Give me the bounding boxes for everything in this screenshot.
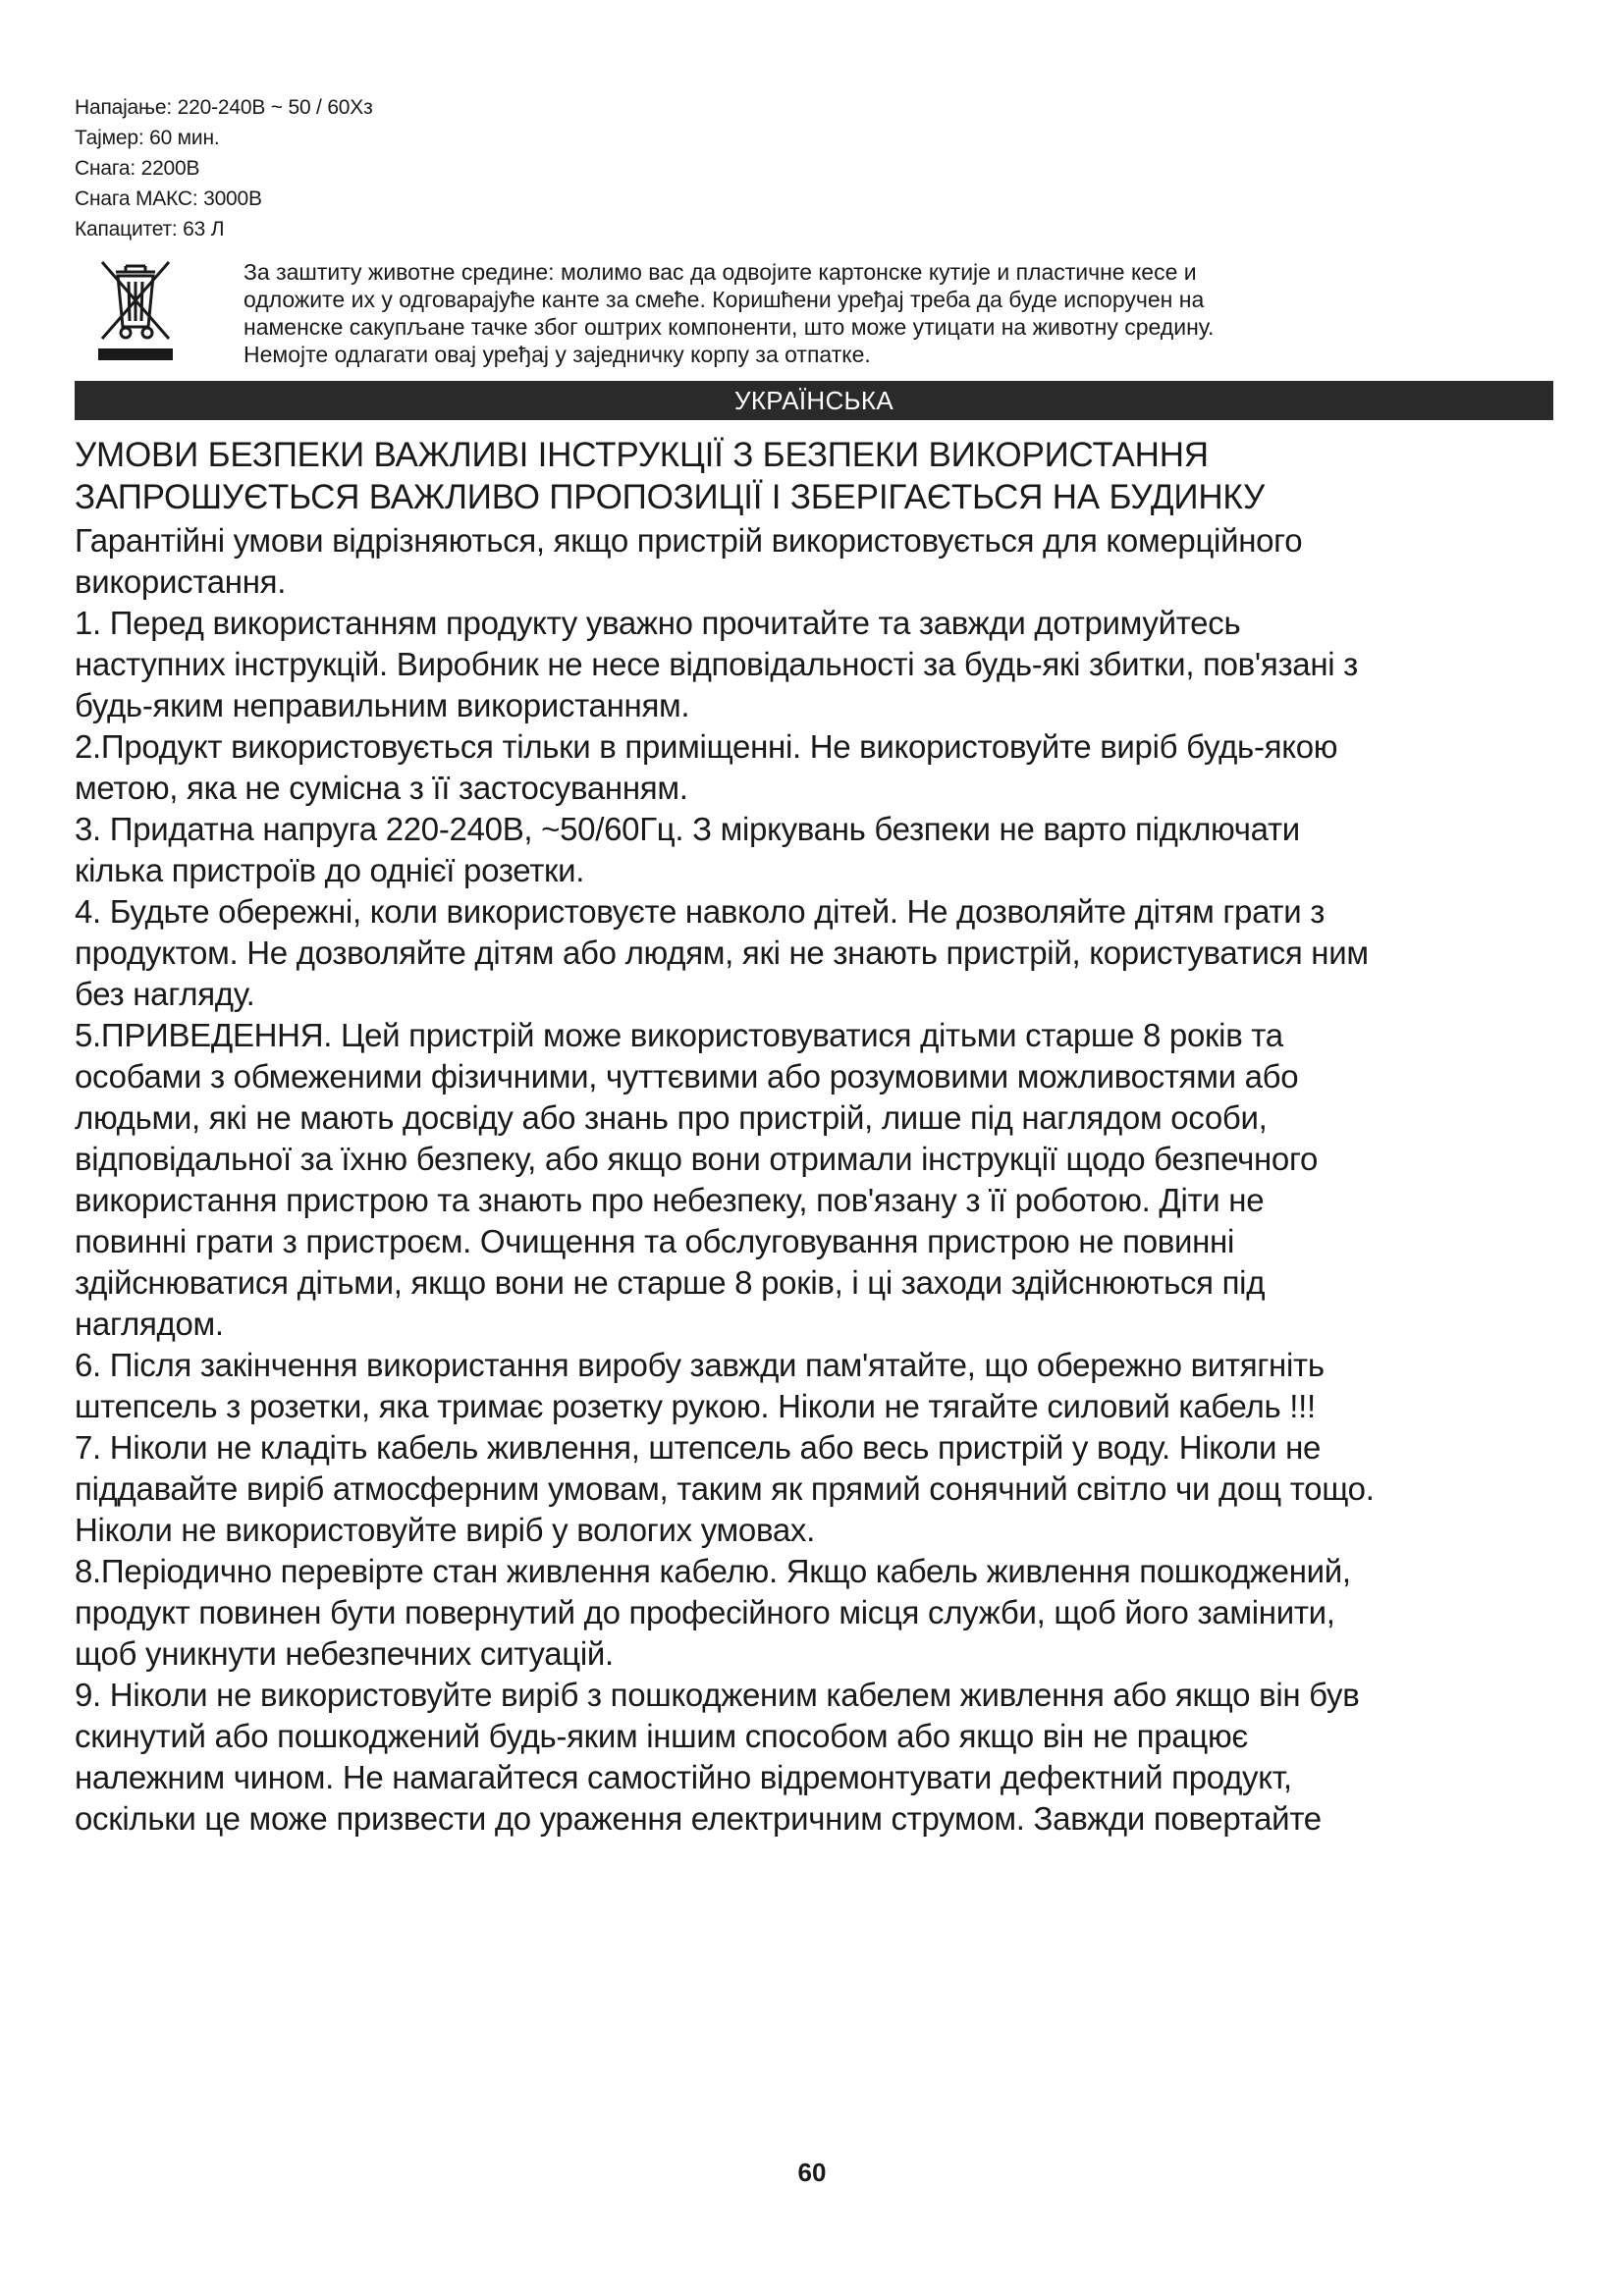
manual-page	[75, 92, 1553, 1840]
text-line: 6. Після закінчення використання виробу завжди пам'ятайте, що обережно витягніть	[75, 1347, 1325, 1383]
text-line: щоб уникнути небезпечних ситуацій.	[75, 1635, 614, 1672]
text-line: 8.Періодично перевірте стан живлення кабелю. Якщо кабель живлення пошкоджений,	[75, 1553, 1351, 1589]
text-line: метою, яка не сумісна з її застосуванням.	[75, 770, 688, 806]
text-line: продукт повинен бути повернутий до професійного місця служби, щоб його замінити,	[75, 1594, 1335, 1630]
text-line: 7. Ніколи не кладіть кабель живлення, штепсель або весь пристрій у воду. Ніколи не	[75, 1429, 1322, 1466]
text-line: використання.	[75, 563, 287, 600]
text-line: без нагляду.	[75, 976, 255, 1012]
safety-heading-line: ЗАПРОШУЄТЬСЯ ВАЖЛИВО ПРОПОЗИЦІЇ І ЗБЕРІГАЄТЬСЯ НА БУДИНКУ	[75, 478, 1266, 516]
text-line: Гарантійні умови відрізняються, якщо пристрій використовується для комерційного	[75, 522, 1303, 559]
text-line: піддавайте виріб атмосферним умовам, таким як прямий сонячний світло чи дощ тощо.	[75, 1470, 1375, 1507]
spec-capacity: Капацитет: 63 Л	[75, 218, 225, 240]
text-line: людьми, які не мають досвіду або знань про пристрій, лише під наглядом особи,	[75, 1099, 1268, 1136]
crossed-out-wheelie-bin-icon	[96, 256, 175, 366]
environment-notice-text	[244, 258, 1579, 368]
safety-heading	[75, 434, 1553, 518]
text-line: штепсель з розетки, яка тримає розетку рукою. Ніколи не тягайте силовий кабель !!!	[75, 1388, 1316, 1424]
text-line: будь-яким неправильним використанням.	[75, 687, 690, 723]
text-line: належним чином. Не намагайтеся самостійно відремонтувати дефектний продукт,	[75, 1759, 1292, 1795]
text-line: 5.ПРИВЕДЕННЯ. Цей пристрій може використовуватися дітьми старше 8 років та	[75, 1017, 1283, 1053]
language-section-bar: УКРАЇНСЬКА	[75, 381, 1553, 420]
text-line: особами з обмеженими фізичними, чуттєвими або розумовими можливостями або	[75, 1058, 1299, 1095]
text-line: наступних інструкцій. Виробник не несе відповідальності за будь-які збитки, пов'язані з	[75, 646, 1359, 682]
safety-instructions	[75, 520, 1553, 1840]
text-line: 3. Придатна напруга 220-240В, ~50/60Гц. З міркувань безпеки не варто підключати	[75, 811, 1300, 847]
text-line: здійснюватися дітьми, якщо вони не старше 8 років, і ці заходи здійснюються під	[75, 1264, 1266, 1301]
text-line: наглядом.	[75, 1306, 224, 1342]
text-line: оскільки це може призвести до ураження електричним струмом. Завжди повертайте	[75, 1800, 1322, 1837]
text-line: 9. Ніколи не використовуйте виріб з пошкодженим кабелем живлення або якщо він був	[75, 1677, 1360, 1713]
text-line: кілька пристроїв до однієї розетки.	[75, 852, 585, 888]
text-line: продуктом. Не дозволяйте дітям або людям, які не знають пристрій, користуватися ним	[75, 934, 1369, 971]
environment-notice-line: наменске сакупљане тачке због оштрих компоненти, што може утицати на животну средину.	[244, 314, 1215, 340]
environment-notice-line: одложите их у одговарајуће канте за смеће. Коришћени уређај треба да буде испоручен на	[244, 287, 1205, 312]
safety-heading-line: УМОВИ БЕЗПЕКИ ВАЖЛИВІ ІНСТРУКЦІЇ З БЕЗПЕКИ ВИКОРИСТАННЯ	[75, 436, 1209, 474]
text-line: Ніколи не використовуйте виріб у вологих умовах.	[75, 1512, 815, 1548]
environment-notice	[75, 250, 1553, 378]
spec-max-power: Снага МАКС: 3000В	[75, 187, 262, 210]
spec-power-supply: Напајање: 220-240В ~ 50 / 60Хз	[75, 96, 373, 119]
text-line: повинні грати з пристроєм. Очищення та обслуговування пристрою не повинні	[75, 1223, 1235, 1259]
environment-notice-line: Немојте одлагати овај уређај у заједничку корпу за отпатке.	[244, 342, 871, 367]
text-line: використання пристрою та знають про небезпеку, пов'язану з її роботою. Діти не	[75, 1182, 1265, 1218]
page-number: 60	[797, 2158, 827, 2187]
text-line: скинутий або пошкоджений будь-яким іншим способом або якщо він не працює	[75, 1718, 1248, 1754]
text-line: 2.Продукт використовується тільки в приміщенні. Не використовуйте виріб будь-якою	[75, 728, 1338, 765]
spec-timer: Тајмер: 60 мин.	[75, 127, 220, 149]
environment-notice-line: За заштиту животне средине: молимо вас да одвојите картонске кутије и пластичне кесе и	[244, 259, 1197, 285]
specifications-list	[75, 92, 1553, 244]
text-line: 1. Перед використанням продукту уважно прочитайте та завжди дотримуйтесь	[75, 605, 1241, 641]
spec-power: Снага: 2200В	[75, 157, 200, 180]
text-line: 4. Будьте обережні, коли використовуєте навколо дітей. Не дозволяйте дітям грати з	[75, 893, 1326, 930]
text-line: відповідальної за їхню безпеку, або якщо вони отримали інструкції щодо безпечного	[75, 1141, 1319, 1177]
